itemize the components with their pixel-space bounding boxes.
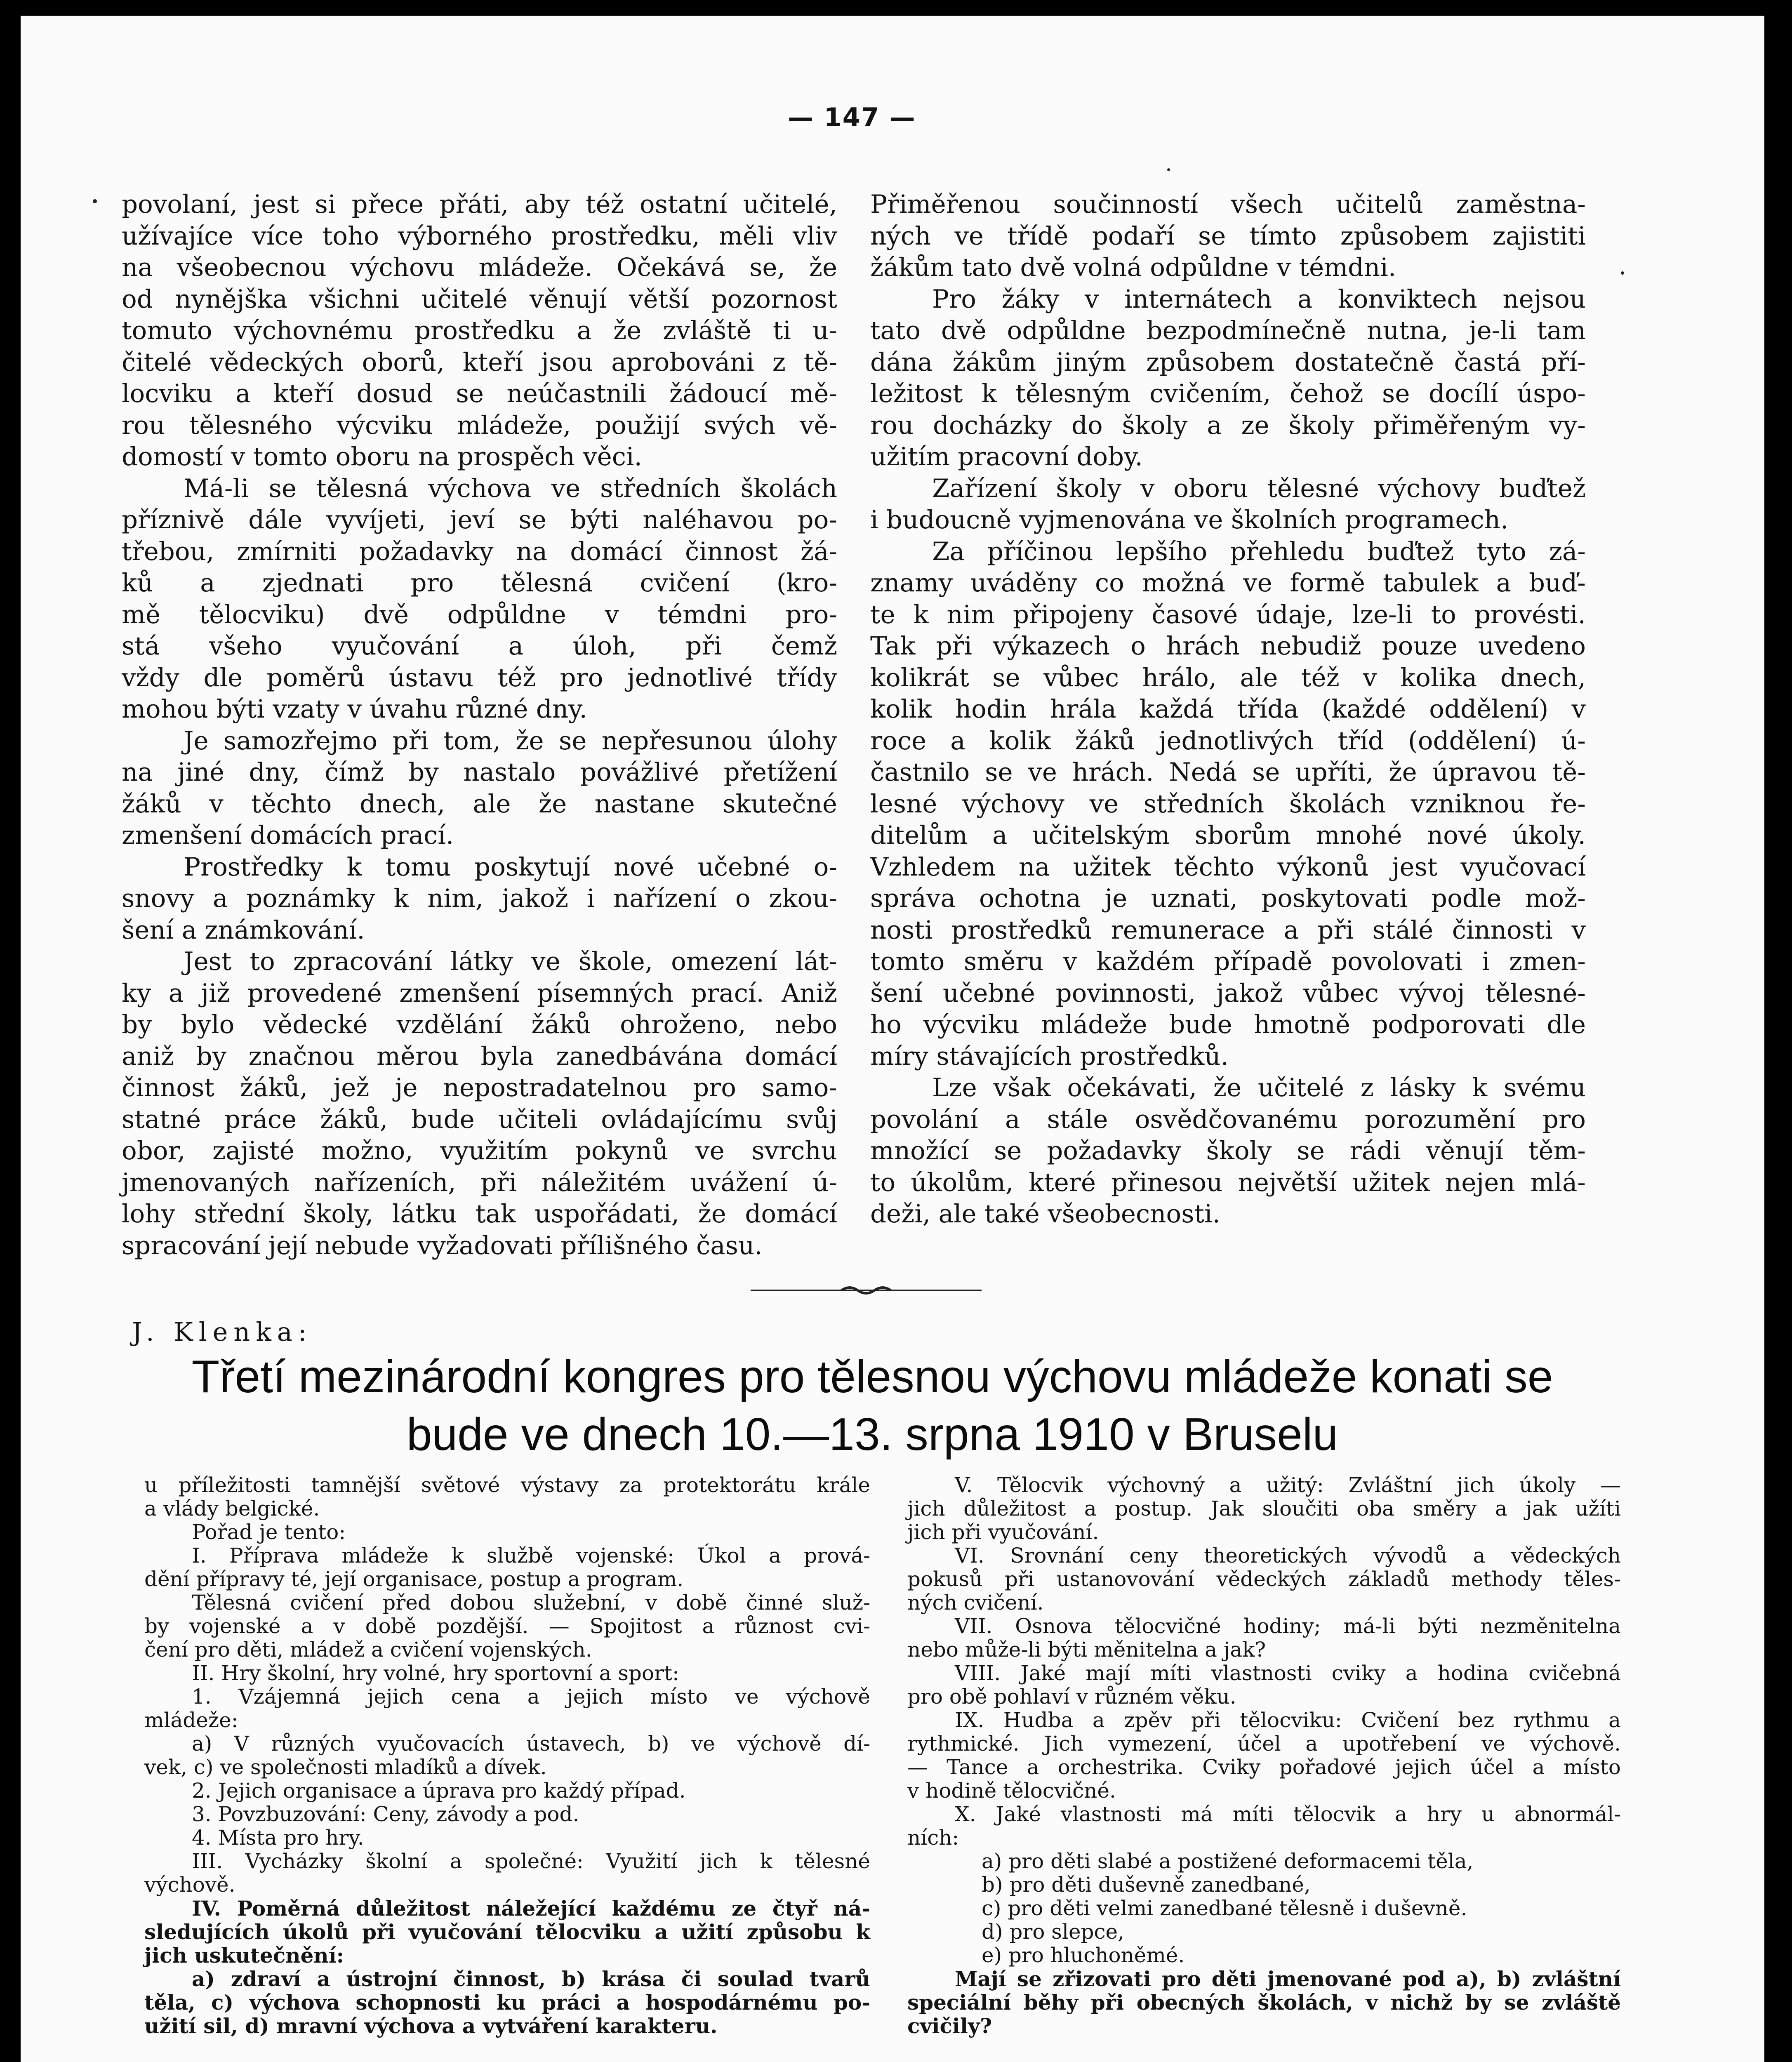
text-line: Mají se zřizovati pro děti jmenované pod a), b) zvláštní [955, 1967, 1621, 1991]
text-line: rou docházky do školy a ze školy přiměřeným vy- [870, 410, 1586, 440]
text-line: 1. Vzájemná jejich cena a jejich místo ve výchově [192, 1685, 870, 1709]
dust-speck [1167, 168, 1170, 171]
text-line: dána žákům jiným způsobem dostatečně častá pří- [870, 347, 1586, 377]
text-line: Pořad je tento: [192, 1520, 346, 1544]
text-line: kolik hodin hrála každá třída (každé oddělení) v [870, 694, 1586, 724]
text-line: lohy střední školy, látku tak uspořádati, že domácí [122, 1199, 837, 1229]
text-line: Má-li se tělesná výchova ve středních školách [184, 473, 837, 503]
text-line: ky a již provedené zmenšení písemných prací. Aniž [122, 978, 837, 1008]
page-number: — 147 — [788, 102, 916, 132]
text-line: VIII. Jaké mají míti vlastnosti cviky a hodina cvičebná [955, 1661, 1621, 1685]
text-line: by bylo vědecké vzdělání žáků ohroženo, nebo [122, 1010, 837, 1039]
text-line: povolání a stále osvědčovanému porozumění pro [870, 1104, 1586, 1134]
text-line: povolaní, jest si přece přáti, aby též ostatní učitelé, [122, 190, 837, 219]
text-line: ho výcviku mládeže bude hmotně podporovati dle [870, 1010, 1586, 1039]
text-line: rythmické. Jich vymezení, účel a upotřebení ve výchově. [907, 1732, 1621, 1756]
text-line: Tělesná cvičení před dobou služební, v době činné služ- [192, 1591, 870, 1615]
text-line: a) pro děti slabé a postižené deformacemi těla, [982, 1849, 1474, 1873]
text-line: speciální běhy při obecných školách, v nichž by se zvláště [907, 1990, 1621, 2015]
text-line: to úkolům, které přinesou největší užitek nejen mlá- [870, 1168, 1586, 1197]
text-line: častnilo se ve hrách. Nedá se upříti, že úpravou tě- [870, 758, 1586, 787]
text-line: v hodině tělocvičné. [907, 1779, 1116, 1803]
text-line: mládeže: [144, 1708, 238, 1732]
text-line: jich důležitost a postup. Jak sloučiti oba směry a jak užíti [907, 1497, 1621, 1521]
text-line: míry stávajících prostředků. [870, 1041, 1229, 1071]
text-line: ditelům a učitelským sborům mnohé nové úkoly. [870, 821, 1586, 850]
text-line: X. Jaké vlastnosti má míti tělocvik a hry u abnormál- [955, 1802, 1621, 1826]
left-column [122, 189, 837, 1262]
text-line: vždy dle poměrů ústavu též pro jednotlivé třídy [122, 663, 837, 692]
text-line: tomto směru v každém případě povolovati i zmen- [870, 947, 1586, 976]
text-line: nebo může-li býti měnitelna a jak? [907, 1638, 1266, 1662]
text-line: žákům tato dvě volná odpůldne v témdni. [870, 253, 1396, 282]
text-line: Prostředky k tomu poskytují nové učebné o- [184, 852, 837, 882]
text-line: Přiměřenou součinností všech učitelů zaměstna- [870, 190, 1586, 219]
text-line: ných cvičení. [907, 1591, 1044, 1615]
text-line: šení a známkování. [122, 915, 365, 945]
text-line: V. Tělocvik výchovný a užitý: Zvláštní jich úkoly — [955, 1473, 1621, 1497]
text-line: čení pro děti, mládež a cvičení vojenských. [144, 1638, 592, 1662]
text-line: b) pro děti duševně zanedbané, [982, 1873, 1311, 1897]
text-line: ležitost k tělesným cvičením, čehož se docílí úspo- [870, 379, 1586, 408]
text-line: VII. Osnova tělocvičné hodiny; má-li býti nezměnitelna [955, 1614, 1621, 1638]
article-title-line-2: bude ve dnech 10.—13. srpna 1910 v Bruselu [406, 1409, 1338, 1460]
scan-border [16, 12, 1771, 2062]
text-line: III. Vycházky školní a společné: Využití jich k tělesné [192, 1849, 870, 1873]
text-line: Za příčinou lepšího přehledu buďtež tyto zá- [932, 537, 1586, 566]
text-line: vek, c) ve společnosti mladíků a dívek. [144, 1755, 547, 1779]
text-line: Vzhledem na užitek těchto výkonů jest vyučovací [870, 852, 1586, 882]
text-line: I. Příprava mládeže k službě vojenské: Úkol a prová- [192, 1544, 870, 1568]
dust-speck [93, 199, 97, 203]
text-line: příznivě dále vyvíjeti, jeví se býti naléhavou po- [122, 505, 837, 534]
article-author: J. Klenka: [132, 1317, 313, 1347]
text-line: tomuto výchovnému prostředku a že zvláště ti u- [122, 316, 837, 345]
text-line: činnost žáků, jež je nepostradatelnou pro samo- [122, 1073, 837, 1102]
article-title [132, 1348, 1613, 1463]
text-line: a) V různých vyučovacích ústavech, b) ve výchově dí- [192, 1732, 870, 1756]
text-line: Zařízení školy v oboru tělesné výchovy buďtež [932, 473, 1586, 503]
dust-speck [1621, 271, 1624, 275]
text-line: ních: [907, 1826, 959, 1850]
text-line: by vojenské a v době pozdější. — Spojitost a různost cvi- [144, 1614, 870, 1638]
text-line: na jiné dny, čímž by nastalo povážlivé přetížení [122, 758, 837, 787]
section-divider [751, 1284, 982, 1296]
text-line: a) zdraví a ústrojní činnost, b) krása či soulad tvarů [192, 1967, 870, 1991]
text-line: rou tělesného výcviku mládeže, použijí svých vě- [122, 410, 837, 440]
text-line: těla, c) výchova schopnosti ku práci a hospodárnému po- [144, 1990, 870, 2015]
text-line: sledujících úkolů při vyučování tělocviku a užití způsobu k [144, 1920, 870, 1944]
text-line: d) pro slepce, [982, 1920, 1125, 1944]
article-right-column [907, 1474, 1621, 2038]
text-line: i budoucně vyjmenována ve školních programech. [870, 505, 1509, 534]
article-left-column [144, 1474, 870, 2038]
text-line: Pro žáky v internátech a konviktech nejsou [932, 284, 1586, 314]
text-line: jich uskutečnění: [144, 1943, 344, 1968]
text-line: od nynějška všichni učitelé věnují větší pozornost [122, 284, 837, 314]
text-line: Je samozřejmo při tom, že se nepřesunou úlohy [184, 726, 837, 756]
text-line: 2. Jejich organisace a úprava pro každý případ. [192, 1779, 686, 1803]
text-line: stá všeho vyučování a úloh, při čemž [122, 631, 837, 661]
text-line: dění přípravy té, její organisace, postup a program. [144, 1567, 684, 1591]
text-line: žáků v těchto dnech, ale že nastane skutečné [122, 789, 837, 819]
text-line: užitím pracovní doby. [870, 442, 1143, 471]
right-column [870, 189, 1586, 1230]
text-line: tato dvě odpůldne bezpodmínečně nutna, je-li tam [870, 316, 1586, 345]
text-line: jich při vyučování. [907, 1520, 1099, 1544]
text-line: Jest to zpracování látky ve škole, omezení lát- [184, 947, 837, 976]
text-line: domostí v tomto oboru na prospěch věci. [122, 442, 642, 471]
text-line: statné práce žáků, bude učiteli ovládajícímu svůj [122, 1104, 837, 1134]
text-line: locviku a kteří dosud se neúčastnili žádoucí mě- [122, 379, 837, 408]
text-line: pro obě pohlaví v různém věku. [907, 1685, 1236, 1709]
text-line: ků a zjednati pro tělesná cvičení (kro- [122, 568, 837, 598]
text-line: lesné výchovy ve středních školách vzniknou ře- [870, 789, 1586, 819]
text-line: výchově. [144, 1873, 235, 1897]
text-line: roce a kolik žáků jednotlivých tříd (oddělení) ú- [870, 726, 1586, 756]
text-line: e) pro hluchoněmé. [982, 1943, 1185, 1967]
text-line: mě tělocviku) dvě odpůldne v témdni pro- [122, 600, 837, 629]
text-line: užívajíce více toho výborného prostředku, měli vliv [122, 221, 837, 251]
text-line: zmenšení domácích prací. [122, 821, 454, 850]
text-line: čitelé vědeckých oborů, kteří jsou aprobováni z tě- [122, 347, 837, 377]
text-line: šení učebné povinnosti, jakož vůbec vývoj tělesné- [870, 978, 1586, 1008]
text-line: užití sil, d) mravní výchova a vytváření karakteru. [144, 2014, 718, 2038]
text-line: u příležitosti tamnější světové výstavy za protektorátu krále [144, 1473, 870, 1497]
text-line: IV. Poměrná důležitost náležející každému ze čtyř ná- [192, 1896, 870, 1921]
text-line: znamy uváděny co možná ve formě tabulek a buď- [870, 568, 1586, 598]
text-line: II. Hry školní, hry volné, hry sportovní a sport: [192, 1661, 679, 1685]
text-line: kolikrát se vůbec hrálo, ale též v kolika dnech, [870, 663, 1586, 692]
text-line: množící se požadavky školy se rádi věnují těm- [870, 1136, 1586, 1165]
text-line: IX. Hudba a zpěv při tělocviku: Cvičení bez rythmu a [955, 1708, 1621, 1732]
article-title-line-1: Třetí mezinárodní kongres pro tělesnou výchovu mládeže konati se [191, 1351, 1553, 1402]
text-line: jmenovaných nařízeních, při náležitém uvážení ú- [122, 1168, 837, 1197]
text-line: mohou býti vzaty v úvahu různé dny. [122, 694, 587, 724]
text-line: — Tance a orchestrika. Cviky pořadové jejich účel a místo [907, 1755, 1621, 1779]
text-line: na všeobecnou výchovu mládeže. Očekává se, že [122, 253, 837, 282]
text-line: ných ve třídě podaří se tímto způsobem zajistiti [870, 221, 1586, 251]
text-line: Tak při výkazech o hrách nebudiž pouze uvedeno [870, 631, 1586, 661]
text-line: 3. Povzbuzování: Ceny, závody a pod. [192, 1802, 579, 1826]
text-line: nosti prostředků remunerace a při stálé činnosti v [870, 915, 1586, 945]
text-line: spracování její nebude vyžadovati přílišného času. [122, 1231, 763, 1260]
text-line: aniž by značnou měrou byla zanedbávána domácí [122, 1041, 837, 1071]
text-line: deži, ale také všeobecnosti. [870, 1199, 1220, 1229]
text-line: Lze však očekávati, že učitelé z lásky k svému [932, 1073, 1586, 1102]
text-line: c) pro děti velmi zanedbané tělesně i duševně. [982, 1896, 1467, 1920]
text-line: pokusů při ustanovování vědeckých základů methody těles- [907, 1567, 1621, 1591]
text-line: třebou, zmírniti požadavky na domácí činnost žá- [122, 537, 837, 566]
text-line: správa ochotna je uznati, poskytovati podle mož- [870, 884, 1586, 913]
text-line: VI. Srovnání ceny theoretických vývodů a vědeckých [955, 1544, 1621, 1568]
text-line: cvičily? [907, 2014, 992, 2038]
text-line: 4. Místa pro hry. [192, 1826, 364, 1850]
text-line: te k nim připojeny časové údaje, lze-li to provésti. [870, 600, 1586, 629]
text-line: snovy a poznámky k nim, jakož i nařízení o zkou- [122, 884, 837, 913]
page [21, 16, 1764, 2062]
text-line: obor, zajisté možno, využitím pokynů ve svrchu [122, 1136, 837, 1165]
text-line: a vlády belgické. [144, 1497, 320, 1521]
